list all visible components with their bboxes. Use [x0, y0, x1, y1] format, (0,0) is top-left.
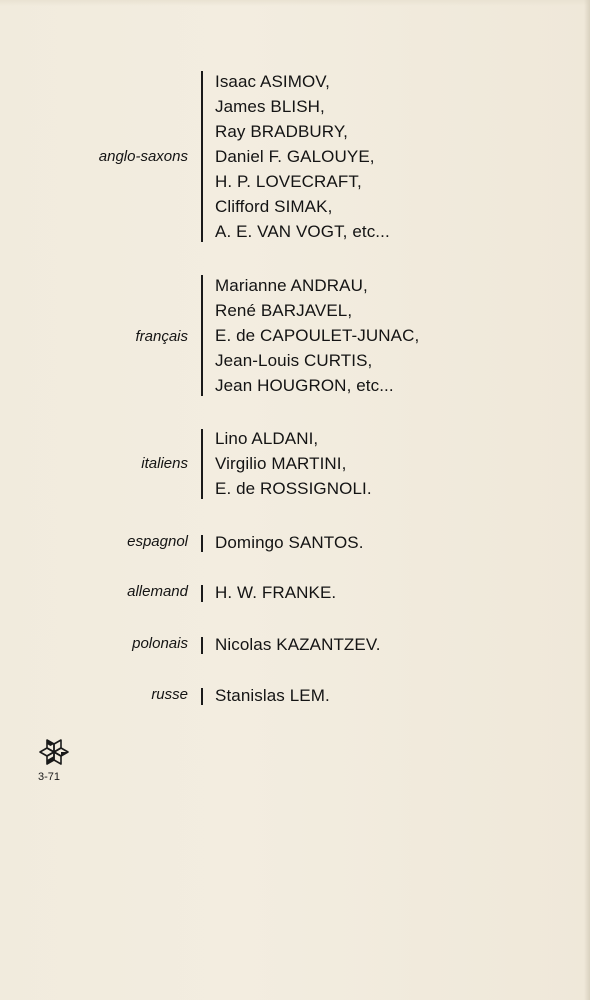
group-divider: [201, 535, 203, 552]
author-name: Daniel F. GALOUYE,: [215, 147, 375, 166]
author-name: Isaac ASIMOV,: [215, 72, 331, 91]
group-divider: [201, 275, 203, 396]
author-list: [215, 426, 372, 501]
author-name: H. P. LOVECRAFT,: [215, 172, 362, 191]
author-name: Lino ALDANI,: [215, 429, 319, 448]
author-name: E. de CAPOULET-JUNAC,: [215, 326, 420, 345]
author-group-russe: [0, 683, 590, 708]
group-divider: [201, 637, 203, 654]
author-name: Clifford SIMAK,: [215, 197, 333, 216]
author-group-espagnol: [0, 530, 590, 555]
author-list: [215, 530, 364, 555]
author-group-italiens: [0, 426, 590, 501]
author-name: Nicolas KAZANTZEV.: [215, 635, 381, 654]
author-list: [215, 580, 336, 605]
imprint-code: 3-71: [38, 771, 61, 783]
author-name: Jean-Louis CURTIS,: [215, 351, 373, 370]
author-name: E. de ROSSIGNOLI.: [215, 479, 372, 498]
author-group-francais: [0, 273, 590, 398]
author-list: [215, 683, 330, 708]
publisher-emblem-icon: [36, 738, 72, 772]
group-divider: [201, 71, 203, 242]
page-top-edge: [0, 0, 590, 6]
author-list: [215, 632, 381, 657]
group-divider: [201, 585, 203, 602]
group-label: italiens: [141, 455, 188, 472]
author-name: A. E. VAN VOGT, etc...: [215, 222, 390, 241]
author-name: René BARJAVEL,: [215, 301, 353, 320]
author-name: Marianne ANDRAU,: [215, 276, 368, 295]
group-label: allemand: [127, 583, 188, 600]
author-name: James BLISH,: [215, 97, 325, 116]
author-name: Virgilio MARTINI,: [215, 454, 347, 473]
author-list: [215, 273, 419, 398]
author-group-polonais: [0, 632, 590, 657]
author-group-anglo-saxons: [0, 69, 590, 244]
group-label: polonais: [132, 635, 188, 652]
group-label: français: [135, 328, 188, 345]
author-list: [215, 69, 390, 244]
author-name: Stanislas LEM.: [215, 686, 330, 705]
group-label: russe: [151, 686, 188, 703]
author-name: Ray BRADBURY,: [215, 122, 348, 141]
group-label: anglo-saxons: [98, 148, 188, 165]
author-name: Jean HOUGRON, etc...: [215, 376, 394, 395]
group-divider: [201, 688, 203, 705]
group-divider: [201, 429, 203, 499]
author-name: Domingo SANTOS.: [215, 533, 364, 552]
group-label: espagnol: [127, 533, 188, 550]
author-name: H. W. FRANKE.: [215, 583, 337, 602]
author-group-allemand: [0, 580, 590, 605]
